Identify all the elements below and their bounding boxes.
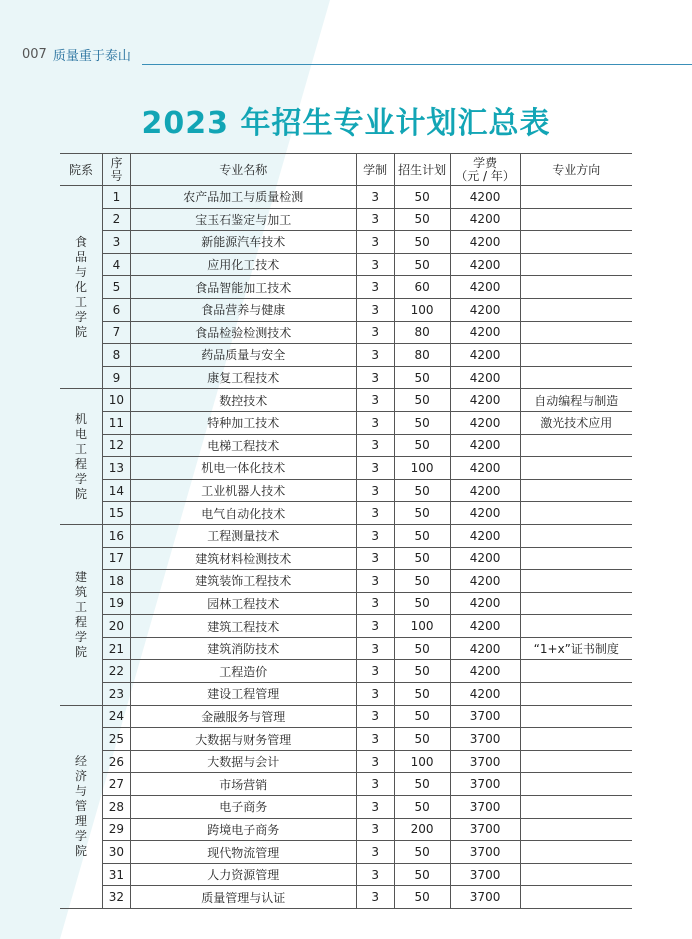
seq-cell: 16 [102, 524, 130, 547]
table-row [60, 796, 632, 819]
major-cell: 大数据与会计 [130, 750, 356, 773]
fee-cell: 4200 [450, 615, 520, 638]
plan-cell: 50 [394, 886, 450, 909]
table-row [60, 637, 632, 660]
direction-cell [520, 796, 632, 819]
fee-cell: 4200 [450, 208, 520, 231]
header-major: 专业名称 [130, 154, 356, 186]
direction-cell [520, 208, 632, 231]
seq-cell: 6 [102, 298, 130, 321]
plan-cell: 50 [394, 592, 450, 615]
major-cell: 食品营养与健康 [130, 298, 356, 321]
seq-cell: 3 [102, 231, 130, 254]
table-row [60, 570, 632, 593]
seq-cell: 26 [102, 750, 130, 773]
header-seq-line2: 号 [110, 168, 123, 183]
seq-cell: 14 [102, 479, 130, 502]
seq-cell: 19 [102, 592, 130, 615]
seq-cell: 2 [102, 208, 130, 231]
seq-cell: 30 [102, 841, 130, 864]
plan-cell: 50 [394, 705, 450, 728]
table-row [60, 592, 632, 615]
direction-cell [520, 570, 632, 593]
table-row [60, 728, 632, 751]
major-cell: 机电一体化技术 [130, 457, 356, 480]
table-row [60, 886, 632, 909]
major-cell: 康复工程技术 [130, 366, 356, 389]
major-cell: 建筑工程技术 [130, 615, 356, 638]
plan-cell: 50 [394, 208, 450, 231]
table-row [60, 683, 632, 706]
major-cell: 金融服务与管理 [130, 705, 356, 728]
major-cell: 电气自动化技术 [130, 502, 356, 525]
major-cell: 宝玉石鉴定与加工 [130, 208, 356, 231]
fee-cell: 4200 [450, 434, 520, 457]
fee-cell: 3700 [450, 863, 520, 886]
plan-cell: 60 [394, 276, 450, 299]
duration-cell: 3 [356, 411, 394, 434]
dept-name: 经济与管理学院 [74, 754, 87, 859]
direction-cell [520, 524, 632, 547]
plan-cell: 50 [394, 728, 450, 751]
duration-cell: 3 [356, 276, 394, 299]
duration-cell: 3 [356, 389, 394, 412]
direction-cell [520, 298, 632, 321]
seq-cell: 15 [102, 502, 130, 525]
fee-cell: 4200 [450, 457, 520, 480]
page-header [22, 44, 131, 64]
header-direction: 专业方向 [520, 154, 632, 186]
duration-cell: 3 [356, 750, 394, 773]
fee-cell: 4200 [450, 570, 520, 593]
direction-cell [520, 818, 632, 841]
table-row [60, 841, 632, 864]
plan-cell: 80 [394, 344, 450, 367]
direction-cell [520, 231, 632, 254]
duration-cell: 3 [356, 186, 394, 209]
fee-cell: 4200 [450, 524, 520, 547]
seq-cell: 21 [102, 637, 130, 660]
major-cell: 工程造价 [130, 660, 356, 683]
direction-cell [520, 276, 632, 299]
direction-cell [520, 479, 632, 502]
plan-cell: 50 [394, 524, 450, 547]
duration-cell: 3 [356, 253, 394, 276]
fee-cell: 4200 [450, 186, 520, 209]
seq-cell: 12 [102, 434, 130, 457]
seq-cell: 4 [102, 253, 130, 276]
header-fee [450, 154, 520, 186]
duration-cell: 3 [356, 705, 394, 728]
plan-cell: 50 [394, 231, 450, 254]
direction-cell [520, 728, 632, 751]
table-row [60, 366, 632, 389]
major-cell: 建设工程管理 [130, 683, 356, 706]
seq-cell: 17 [102, 547, 130, 570]
duration-cell: 3 [356, 773, 394, 796]
dept-name: 食品与化工学院 [74, 234, 87, 339]
plan-cell: 50 [394, 479, 450, 502]
duration-cell: 3 [356, 457, 394, 480]
table-body [60, 186, 632, 909]
header-seq-line1: 序 [110, 155, 123, 170]
seq-cell: 20 [102, 615, 130, 638]
major-cell: 市场营销 [130, 773, 356, 796]
major-cell: 食品智能加工技术 [130, 276, 356, 299]
dept-cell [60, 186, 102, 389]
table-row [60, 750, 632, 773]
table-row [60, 186, 632, 209]
header-plan: 招生计划 [394, 154, 450, 186]
fee-cell: 4200 [450, 344, 520, 367]
enrollment-plan-table [60, 153, 632, 909]
duration-cell: 3 [356, 728, 394, 751]
fee-cell: 4200 [450, 547, 520, 570]
dept-cell [60, 389, 102, 525]
fee-cell: 3700 [450, 773, 520, 796]
table-row [60, 524, 632, 547]
seq-cell: 27 [102, 773, 130, 796]
dept-cell [60, 705, 102, 908]
duration-cell: 3 [356, 863, 394, 886]
duration-cell: 3 [356, 502, 394, 525]
fee-cell: 4200 [450, 276, 520, 299]
plan-cell: 50 [394, 434, 450, 457]
plan-cell: 50 [394, 570, 450, 593]
major-cell: 应用化工技术 [130, 253, 356, 276]
major-cell: 食品检验检测技术 [130, 321, 356, 344]
table-row [60, 344, 632, 367]
duration-cell: 3 [356, 547, 394, 570]
seq-cell: 29 [102, 818, 130, 841]
direction-cell [520, 660, 632, 683]
seq-cell: 22 [102, 660, 130, 683]
fee-cell: 4200 [450, 592, 520, 615]
direction-cell [520, 592, 632, 615]
duration-cell: 3 [356, 637, 394, 660]
table-row [60, 208, 632, 231]
table-row [60, 253, 632, 276]
direction-cell [520, 615, 632, 638]
direction-cell [520, 321, 632, 344]
page-title: 2023 年招生专业计划汇总表 [141, 106, 551, 141]
seq-cell: 32 [102, 886, 130, 909]
seq-cell: 11 [102, 411, 130, 434]
seq-cell: 5 [102, 276, 130, 299]
seq-cell: 25 [102, 728, 130, 751]
duration-cell: 3 [356, 479, 394, 502]
duration-cell: 3 [356, 660, 394, 683]
direction-cell [520, 841, 632, 864]
seq-cell: 24 [102, 705, 130, 728]
direction-cell [520, 434, 632, 457]
dept-name: 机电工程学院 [74, 411, 87, 501]
duration-cell: 3 [356, 321, 394, 344]
major-cell: 人力资源管理 [130, 863, 356, 886]
major-cell: 建筑消防技术 [130, 637, 356, 660]
duration-cell: 3 [356, 298, 394, 321]
fee-cell: 4200 [450, 637, 520, 660]
table-row [60, 502, 632, 525]
table-row [60, 705, 632, 728]
plan-cell: 50 [394, 502, 450, 525]
direction-cell [520, 750, 632, 773]
fee-cell: 3700 [450, 841, 520, 864]
fee-cell: 4200 [450, 411, 520, 434]
major-cell: 建筑材料检测技术 [130, 547, 356, 570]
major-cell: 数控技术 [130, 389, 356, 412]
duration-cell: 3 [356, 683, 394, 706]
direction-cell [520, 705, 632, 728]
table-header-row [60, 154, 632, 186]
header-divider [142, 64, 692, 65]
fee-cell: 4200 [450, 231, 520, 254]
fee-cell: 4200 [450, 321, 520, 344]
section-title: 质量重于泰山 [52, 48, 131, 64]
plan-cell: 50 [394, 366, 450, 389]
table-row [60, 457, 632, 480]
major-cell: 农产品加工与质量检测 [130, 186, 356, 209]
table-row [60, 818, 632, 841]
table-row [60, 479, 632, 502]
header-dept: 院系 [60, 154, 102, 186]
plan-cell: 50 [394, 411, 450, 434]
duration-cell: 3 [356, 366, 394, 389]
fee-cell: 3700 [450, 796, 520, 819]
fee-cell: 3700 [450, 728, 520, 751]
major-cell: 电梯工程技术 [130, 434, 356, 457]
major-cell: 质量管理与认证 [130, 886, 356, 909]
seq-cell: 8 [102, 344, 130, 367]
plan-cell: 50 [394, 841, 450, 864]
fee-cell: 3700 [450, 750, 520, 773]
direction-cell [520, 773, 632, 796]
direction-cell [520, 683, 632, 706]
plan-cell: 50 [394, 773, 450, 796]
header-fee-line2: （元 / 年） [455, 168, 515, 183]
seq-cell: 7 [102, 321, 130, 344]
fee-cell: 4200 [450, 479, 520, 502]
seq-cell: 23 [102, 683, 130, 706]
seq-cell: 9 [102, 366, 130, 389]
plan-cell: 50 [394, 389, 450, 412]
duration-cell: 3 [356, 434, 394, 457]
table-row [60, 298, 632, 321]
major-cell: 建筑装饰工程技术 [130, 570, 356, 593]
fee-cell: 3700 [450, 818, 520, 841]
direction-cell [520, 863, 632, 886]
major-cell: 园林工程技术 [130, 592, 356, 615]
major-cell: 大数据与财务管理 [130, 728, 356, 751]
direction-cell [520, 886, 632, 909]
dept-name: 建筑工程学院 [74, 569, 87, 659]
duration-cell: 3 [356, 208, 394, 231]
dept-cell [60, 524, 102, 705]
fee-cell: 3700 [450, 705, 520, 728]
page-number: 007 [22, 46, 47, 62]
fee-cell: 4200 [450, 502, 520, 525]
major-cell: 特种加工技术 [130, 411, 356, 434]
major-cell: 电子商务 [130, 796, 356, 819]
direction-cell [520, 547, 632, 570]
table-row [60, 660, 632, 683]
duration-cell: 3 [356, 570, 394, 593]
table-row [60, 389, 632, 412]
direction-cell [520, 457, 632, 480]
plan-cell: 50 [394, 660, 450, 683]
plan-cell: 50 [394, 547, 450, 570]
table-row [60, 276, 632, 299]
direction-cell: 激光技术应用 [520, 411, 632, 434]
duration-cell: 3 [356, 615, 394, 638]
header-fee-line1: 学费 [473, 155, 498, 170]
plan-cell: 100 [394, 457, 450, 480]
duration-cell: 3 [356, 344, 394, 367]
fee-cell: 4200 [450, 660, 520, 683]
direction-cell [520, 366, 632, 389]
table-row [60, 863, 632, 886]
direction-cell [520, 186, 632, 209]
table-row [60, 411, 632, 434]
duration-cell: 3 [356, 886, 394, 909]
fee-cell: 4200 [450, 366, 520, 389]
table-row [60, 321, 632, 344]
duration-cell: 3 [356, 524, 394, 547]
table-row [60, 434, 632, 457]
plan-cell: 50 [394, 637, 450, 660]
seq-cell: 28 [102, 796, 130, 819]
plan-cell: 50 [394, 683, 450, 706]
plan-cell: 100 [394, 750, 450, 773]
plan-cell: 50 [394, 186, 450, 209]
direction-cell: “1+x”证书制度 [520, 637, 632, 660]
table-row [60, 773, 632, 796]
direction-cell [520, 253, 632, 276]
table-row [60, 615, 632, 638]
table-row [60, 231, 632, 254]
direction-cell [520, 502, 632, 525]
major-cell: 工业机器人技术 [130, 479, 356, 502]
major-cell: 工程测量技术 [130, 524, 356, 547]
major-cell: 现代物流管理 [130, 841, 356, 864]
plan-cell: 50 [394, 863, 450, 886]
fee-cell: 4200 [450, 683, 520, 706]
plan-cell: 100 [394, 615, 450, 638]
plan-cell: 80 [394, 321, 450, 344]
fee-cell: 4200 [450, 389, 520, 412]
major-cell: 跨境电子商务 [130, 818, 356, 841]
seq-cell: 13 [102, 457, 130, 480]
header-seq [102, 154, 130, 186]
seq-cell: 31 [102, 863, 130, 886]
seq-cell: 10 [102, 389, 130, 412]
plan-cell: 50 [394, 796, 450, 819]
plan-cell: 50 [394, 253, 450, 276]
major-cell: 新能源汽车技术 [130, 231, 356, 254]
duration-cell: 3 [356, 841, 394, 864]
fee-cell: 4200 [450, 298, 520, 321]
fee-cell: 4200 [450, 253, 520, 276]
plan-cell: 200 [394, 818, 450, 841]
seq-cell: 18 [102, 570, 130, 593]
duration-cell: 3 [356, 231, 394, 254]
fee-cell: 3700 [450, 886, 520, 909]
seq-cell: 1 [102, 186, 130, 209]
duration-cell: 3 [356, 818, 394, 841]
plan-cell: 100 [394, 298, 450, 321]
direction-cell: 自动编程与制造 [520, 389, 632, 412]
duration-cell: 3 [356, 592, 394, 615]
table-row [60, 547, 632, 570]
direction-cell [520, 344, 632, 367]
major-cell: 药品质量与安全 [130, 344, 356, 367]
duration-cell: 3 [356, 796, 394, 819]
header-duration: 学制 [356, 154, 394, 186]
